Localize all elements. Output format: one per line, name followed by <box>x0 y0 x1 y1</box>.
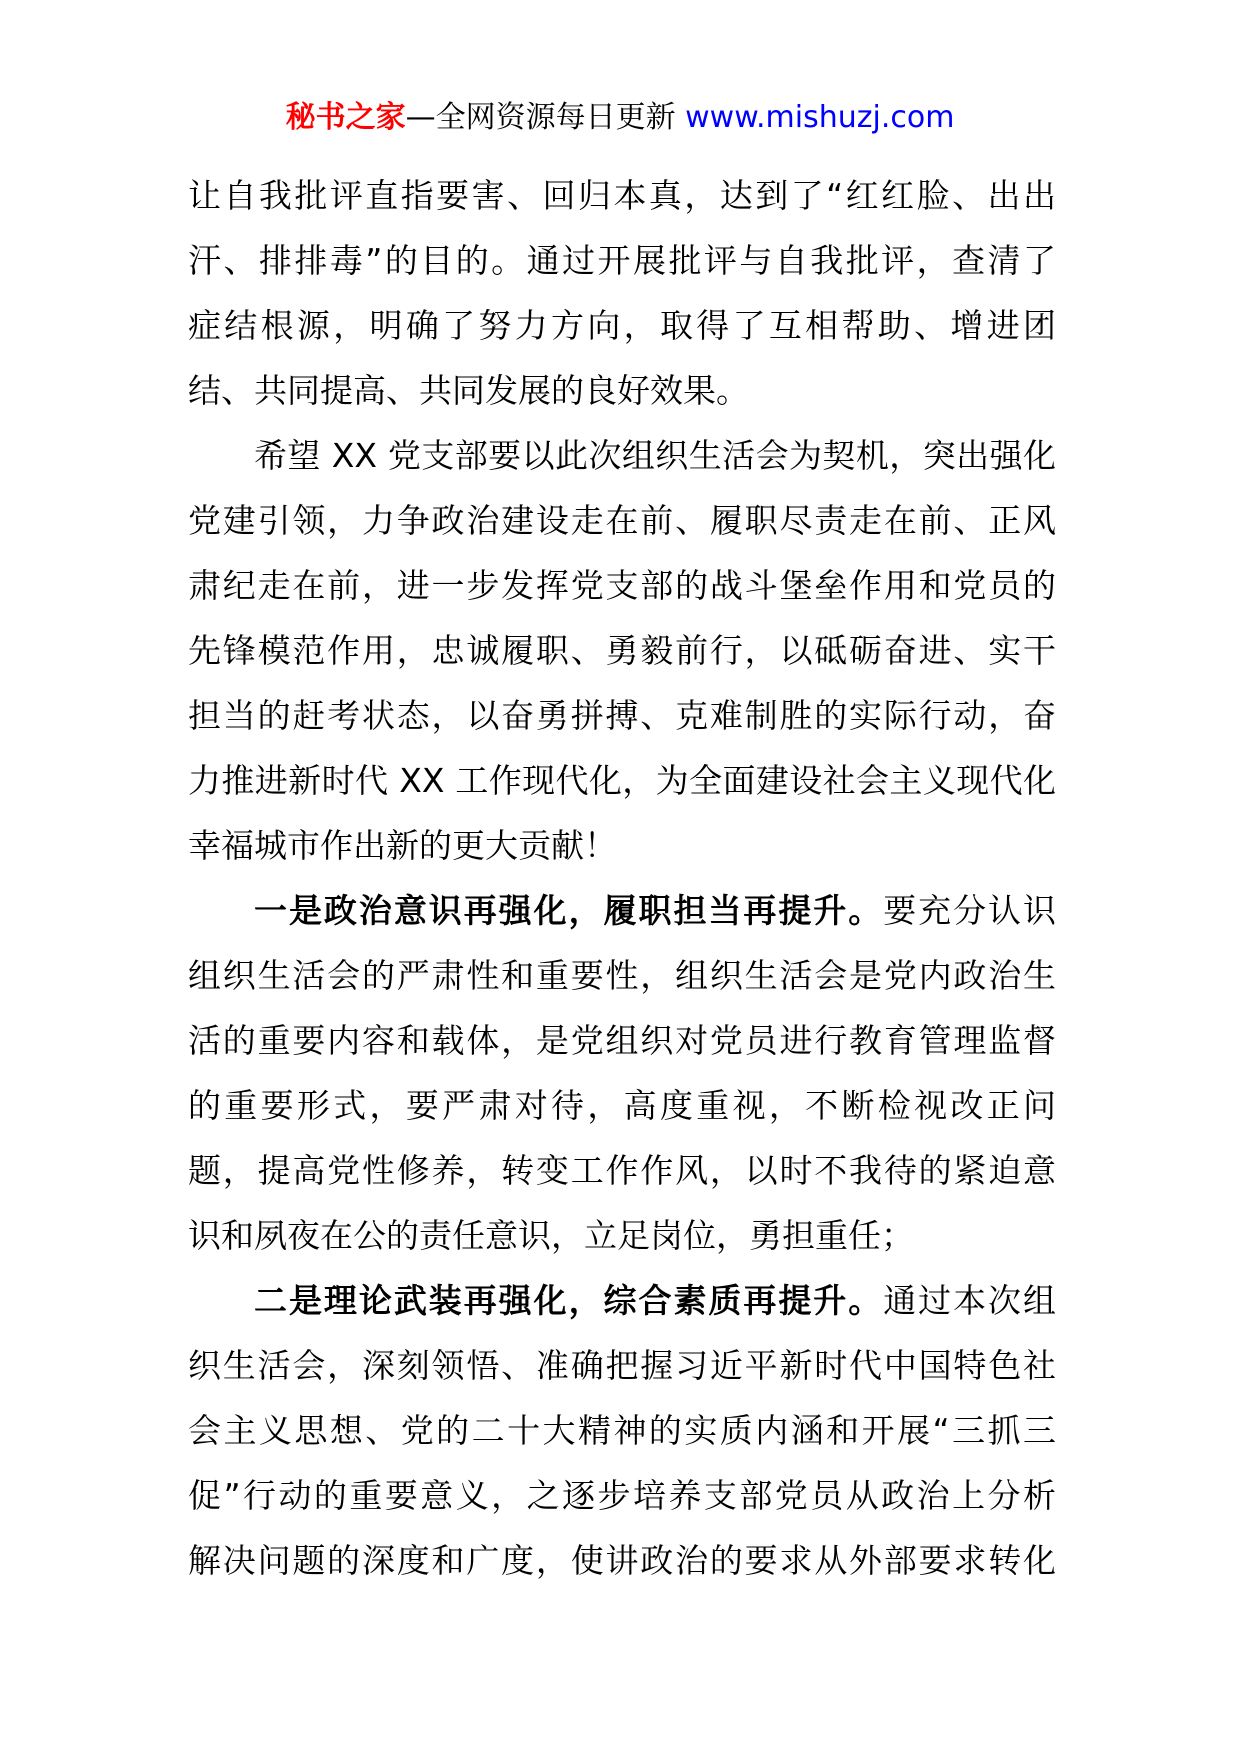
text-line: 症结根源，明确了努力方向，取得了互相帮助、增进团 <box>188 306 1056 345</box>
site-watermark-header <box>0 98 1240 138</box>
brand-slogan: —全网资源每日更新 <box>405 100 676 135</box>
paragraph-point-two <box>188 1268 1056 1593</box>
text-line: 活的重要内容和载体，是党组织对党员进行教育管理监督 <box>188 1021 1056 1060</box>
point-text-start: 要充分认识 <box>883 891 1057 930</box>
text-line: 题，提高党性修养，转变工作作风，以时不我待的紧迫意 <box>188 1151 1056 1190</box>
text-line <box>188 878 1056 943</box>
text-line: 组织生活会的严肃性和重要性，组织生活会是党内政治生 <box>188 956 1056 995</box>
text-line: 幸福城市作出新的更大贡献！ <box>188 826 617 865</box>
text-line: 力推进新时代 XX 工作现代化，为全面建设社会主义现代化 <box>188 761 1056 800</box>
site-url: www.mishuzj.com <box>685 100 955 135</box>
text-line: 解决问题的深度和广度，使讲政治的要求从外部要求转化 <box>188 1541 1056 1580</box>
text-line: 会主义思想、党的二十大精神的实质内涵和开展“三抓三 <box>188 1411 1056 1450</box>
point-heading: 二是理论武装再强化，综合素质再提升。 <box>254 1281 884 1320</box>
brand-name: 秘书之家 <box>285 100 406 135</box>
point-heading: 一是政治意识再强化，履职担当再提升。 <box>254 891 884 930</box>
text-line: 希望 XX 党支部要以此次组织生活会为契机，突出强化 <box>254 436 1056 475</box>
text-line: 党建引领，力争政治建设走在前、履职尽责走在前、正风 <box>188 501 1056 540</box>
paragraph-hope <box>188 423 1056 878</box>
text-line: 识和夙夜在公的责任意识，立足岗位，勇担重任； <box>188 1216 914 1255</box>
text-line: 让自我批评直指要害、回归本真，达到了“红红脸、出出 <box>188 176 1056 215</box>
paragraph-continuation <box>188 163 1056 423</box>
text-line: 的重要形式，要严肃对待，高度重视，不断检视改正问 <box>188 1086 1056 1125</box>
text-line <box>188 1268 1056 1333</box>
text-line: 先锋模范作用，忠诚履职、勇毅前行，以砥砺奋进、实干 <box>188 631 1056 670</box>
text-line: 促”行动的重要意义，之逐步培养支部党员从政治上分析 <box>188 1476 1056 1515</box>
text-line: 肃纪走在前，进一步发挥党支部的战斗堡垒作用和党员的 <box>188 566 1056 605</box>
text-line: 担当的赶考状态，以奋勇拼搏、克难制胜的实际行动，奋 <box>188 696 1056 735</box>
text-line: 结、共同提高、共同发展的良好效果。 <box>188 371 749 410</box>
document-body <box>188 163 1056 1593</box>
text-line: 织生活会，深刻领悟、准确把握习近平新时代中国特色社 <box>188 1346 1056 1385</box>
point-text-start: 通过本次组 <box>883 1281 1057 1320</box>
text-line: 汗、排排毒”的目的。通过开展批评与自我批评，查清了 <box>188 241 1056 280</box>
paragraph-point-one <box>188 878 1056 1268</box>
